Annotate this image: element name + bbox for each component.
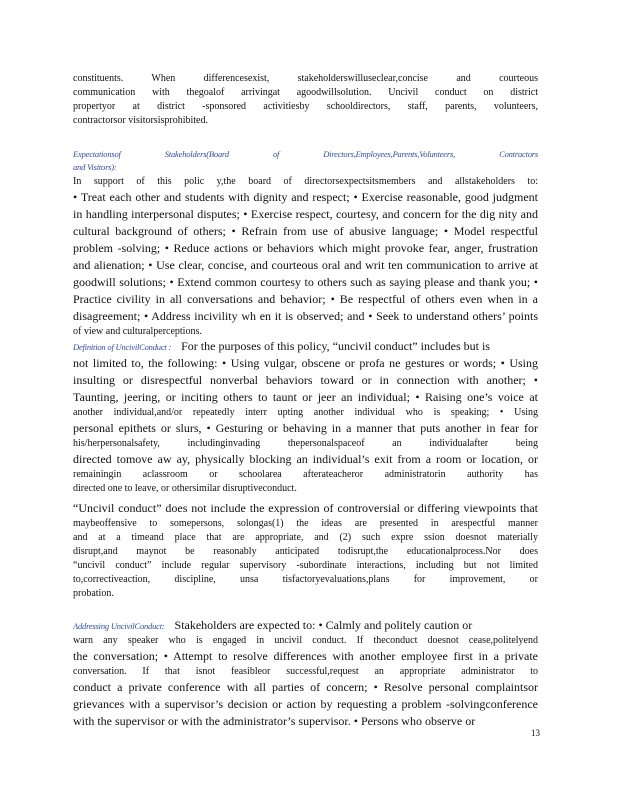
text-line: remainingin aclassroom or schoolarea afterateacheror administratorin authority has: [73, 469, 538, 480]
addressing-lead: Stakeholders are expected to: • Calmly and politely caution or: [174, 618, 473, 632]
paragraph-exclusions: [73, 500, 538, 601]
text-line: [73, 617, 538, 634]
text-line: another individual,and/or repeatedly interr upting another individual who is speaking; • Using: [73, 407, 538, 418]
text-line: goodwill solutions; • Extend common courtesy to others such as saying please and thank you; •: [73, 275, 538, 289]
section-heading-expectations: [73, 148, 538, 174]
text-line: maybeoffensive to somepersons, solongas(1) the ideas are presented in arespectful manner: [73, 518, 538, 529]
text-line: communication with thegoalof arrivingat agoodwillsolution. Uncivil conduct on district: [73, 87, 538, 98]
text-line: to,correctiveaction, discipline, unsa tisfactoryevaluations,plans for improvement, or: [73, 574, 538, 585]
paragraph-definition: [73, 338, 538, 496]
text-line: • Treat each other and students with dignity and respect; • Exercise reasonable, good judgment: [73, 190, 538, 204]
paragraph-intro: [73, 72, 538, 128]
text-line: his/herpersonalsafety, includinginvading thepersonalspaceof an individualafter being: [73, 438, 538, 449]
text-line: Practice civility in all conversations and behavior; • Be respectful of others even when in a: [73, 292, 538, 306]
definition-lead: For the purposes of this policy, “uncivil conduct” includes but is: [181, 339, 490, 353]
text-line: grievances with a supervisor’s decision or action by requesting a problem -solvingconference: [73, 697, 538, 711]
heading-line: Expectationsof Stakeholders(Board of Directors,Employees,Parents,Volunteers, Contractors: [73, 149, 538, 159]
text-line: of view and culturalperceptions.: [73, 326, 202, 337]
heading-line: and Visitors):: [73, 162, 117, 172]
text-line: and alienation; • Use clear, concise, and courteous oral and writ ten communication to arrive at: [73, 258, 538, 272]
text-line: constituents. When differencesexist, stakeholderswilluseclear,concise and courteous: [73, 73, 538, 84]
text-line: not limited to, the following: • Using vulgar, obscene or profa ne gestures or words; • Using: [73, 356, 538, 370]
text-line: with the supervisor or with the administrator’s supervisor. • Persons who observe or: [73, 714, 476, 728]
text-line: in handling interpersonal disputes; • Exercise respect, courtesy, and concern for the dig nity and: [73, 207, 538, 221]
text-line: probation.: [73, 588, 114, 599]
text-line: problem -solving; • Reduce actions or behaviors which might provoke fear, anger, frustration: [73, 241, 538, 255]
paragraph-expectations: [73, 175, 538, 339]
text-line: disagreement; • Address incivility wh en it is observed; and • Seek to understand others’ points: [73, 309, 538, 323]
text-line: directed one to leave, or othersimilar disruptiveconduct.: [73, 483, 297, 494]
text-line: “uncivil conduct” include regular supervisory -subordinate interactions, including but not limited: [73, 560, 538, 571]
text-line: “Uncivil conduct” does not include the expression of controversial or differing viewpoints that: [73, 501, 538, 515]
section-heading-definition: Definition of UncivilConduct :: [73, 342, 172, 352]
text-line: the conversation; • Attempt to resolve differences with another employee first in a private: [73, 649, 538, 663]
section-heading-addressing: Addressing UncivilConduct:: [73, 621, 165, 631]
text-line: insulting or disrespectful nonverbal behaviors toward or in connection with another; •: [73, 373, 538, 387]
text-line: In support of this polic y,the board of directorsexpectsitsmembers and allstakeholders to:: [73, 176, 538, 187]
text-line: contractorsor visitorsisprohibited.: [73, 115, 208, 126]
page-number: 13: [531, 728, 540, 738]
text-line: [73, 338, 538, 355]
text-line: and at a timeand place that are appropriate, and (2) such expre ssion doesnot materially: [73, 532, 538, 543]
text-line: personal epithets or slurs, • Gesturing or behaving in a manner that puts another in fear for: [73, 421, 538, 435]
text-line: disrupt,and maynot be reasonably anticipated todisrupt,the educationalprocess.Nor does: [73, 546, 538, 557]
text-line: conduct a private conference with all parties of concern; • Resolve personal complaintsor: [73, 680, 538, 694]
text-line: conversation. If that isnot feasibleor successful,request an appropriate administrator to: [73, 666, 538, 677]
text-line: Taunting, jeering, or inciting others to taunt or jeer an individual; • Raising one’s voice at: [73, 390, 538, 404]
text-line: directed tomove aw ay, physically blocking an individual’s exit from a room or location, or: [73, 452, 538, 466]
text-line: warn any speaker who is engaged in uncivil conduct. If theconduct doesnot cease,politelyend: [73, 635, 538, 646]
text-line: cultural background of others; • Refrain from use of abusive language; • Model respectful: [73, 224, 538, 238]
paragraph-addressing: [73, 617, 538, 730]
text-line: propertyor at district -sponsored activitiesby schooldirectors, staff, parents, volunteers,: [73, 101, 538, 112]
